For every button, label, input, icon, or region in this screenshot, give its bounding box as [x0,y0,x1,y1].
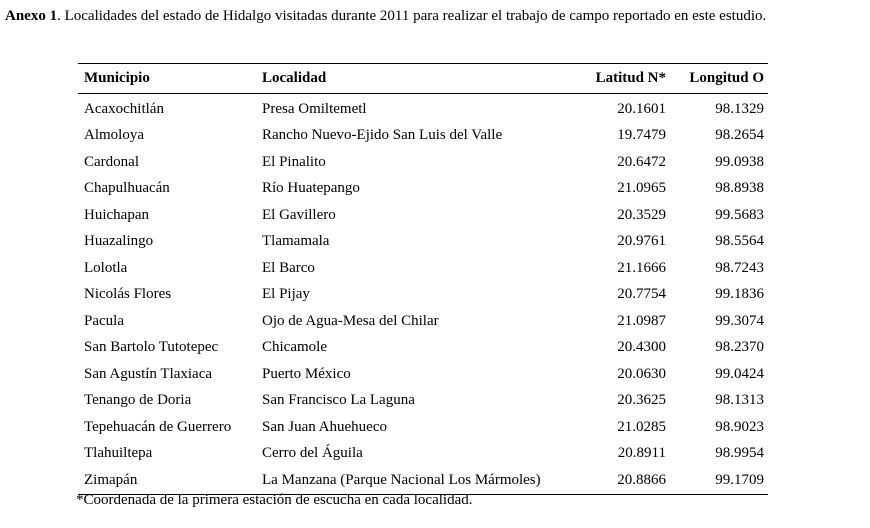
cell-municipio: Lolotla [84,259,128,276]
cell-latitud: 21.0285 [617,418,666,435]
table-row [78,335,768,362]
header-longitud: Longitud O [689,70,764,86]
cell-municipio: Pacula [84,312,124,329]
cell-localidad: Puerto México [262,365,351,382]
cell-longitud: 99.1836 [715,286,764,303]
cell-localidad: Presa Omiltemetl [262,100,367,117]
table-caption [5,6,845,26]
table-row [78,414,768,441]
caption-text: . Localidades del estado de Hidalgo visitadas durante 2011 para realizar el trabajo de campo reportado en este estudio. [57,8,767,24]
header-localidad: Localidad [262,70,327,86]
cell-longitud: 99.1709 [715,471,764,488]
table-row [78,282,768,309]
cell-latitud: 20.1601 [617,100,666,117]
table-row [78,149,768,176]
cell-latitud: 20.4300 [617,339,666,356]
cell-localidad: El Barco [262,259,315,276]
cell-latitud: 20.6472 [617,153,666,170]
cell-localidad: Cerro del Águila [262,445,363,462]
cell-municipio: Huazalingo [84,233,154,250]
localities-table [78,63,768,495]
cell-municipio: Nicolás Flores [84,286,172,303]
header-municipio: Municipio [84,70,150,86]
cell-localidad: Río Huatepango [262,180,360,197]
cell-longitud: 98.9023 [715,418,764,435]
cell-longitud: 99.5683 [715,206,764,223]
cell-longitud: 98.2370 [715,339,764,356]
cell-municipio: San Agustín Tlaxiaca [84,365,213,382]
cell-longitud: 99.0938 [715,153,764,170]
cell-localidad: San Juan Ahuehueco [262,418,387,435]
cell-municipio: Tlahuiltepa [84,445,153,462]
cell-latitud: 20.7754 [617,286,666,303]
cell-latitud: 19.7479 [617,127,666,144]
cell-municipio: Tenango de Doria [84,392,192,409]
cell-latitud: 20.0630 [617,365,666,382]
cell-municipio: Tepehuacán de Guerrero [84,418,232,435]
cell-longitud: 98.2654 [715,127,764,144]
table-header-row [78,64,768,94]
cell-localidad: Ojo de Agua-Mesa del Chilar [262,312,439,329]
localities-table-container [78,63,768,495]
table-row [78,123,768,150]
cell-longitud: 98.1329 [715,100,764,117]
cell-localidad: El Gavillero [262,206,336,223]
cell-longitud: 98.9954 [715,445,764,462]
cell-municipio: Chapulhuacán [84,180,170,197]
cell-localidad: El Pinalito [262,153,326,170]
cell-localidad: La Manzana (Parque Nacional Los Mármoles) [262,471,541,488]
cell-municipio: San Bartolo Tutotepec [84,339,219,356]
cell-localidad: San Francisco La Laguna [262,392,415,409]
cell-longitud: 99.0424 [715,365,764,382]
cell-latitud: 20.8866 [617,471,666,488]
cell-latitud: 21.0987 [617,312,666,329]
cell-longitud: 99.3074 [715,312,764,329]
cell-localidad: El Pijay [262,286,310,303]
cell-latitud: 21.0965 [617,180,666,197]
cell-longitud: 98.7243 [715,259,764,276]
cell-latitud: 20.3529 [617,206,666,223]
cell-localidad: Tlamamala [262,233,330,250]
cell-longitud: 98.1313 [715,392,764,409]
cell-localidad: Rancho Nuevo-Ejido San Luis del Valle [262,127,503,144]
table-footnote: *Coordenada de la primera estación de escucha en cada localidad. [76,492,473,508]
table-row [78,202,768,229]
table-row [78,308,768,335]
cell-latitud: 20.9761 [617,233,666,250]
cell-longitud: 98.8938 [715,180,764,197]
cell-municipio: Acaxochitlán [84,100,164,117]
table-row [78,176,768,203]
cell-latitud: 20.3625 [617,392,666,409]
cell-municipio: Zimapán [84,471,138,488]
header-latitud: Latitud N* [595,70,666,86]
cell-municipio: Cardonal [84,153,139,170]
table-row [78,94,768,123]
table-row [78,388,768,415]
cell-municipio: Almoloya [84,127,144,144]
cell-longitud: 98.5564 [715,233,764,250]
table-row [78,361,768,388]
cell-municipio: Huichapan [84,206,149,223]
caption-label: Anexo 1 [5,8,58,24]
table-row [78,229,768,256]
table-row [78,255,768,282]
cell-latitud: 20.8911 [617,445,666,462]
cell-localidad: Chicamole [262,339,327,356]
cell-latitud: 21.1666 [617,259,666,276]
table-row [78,441,768,468]
